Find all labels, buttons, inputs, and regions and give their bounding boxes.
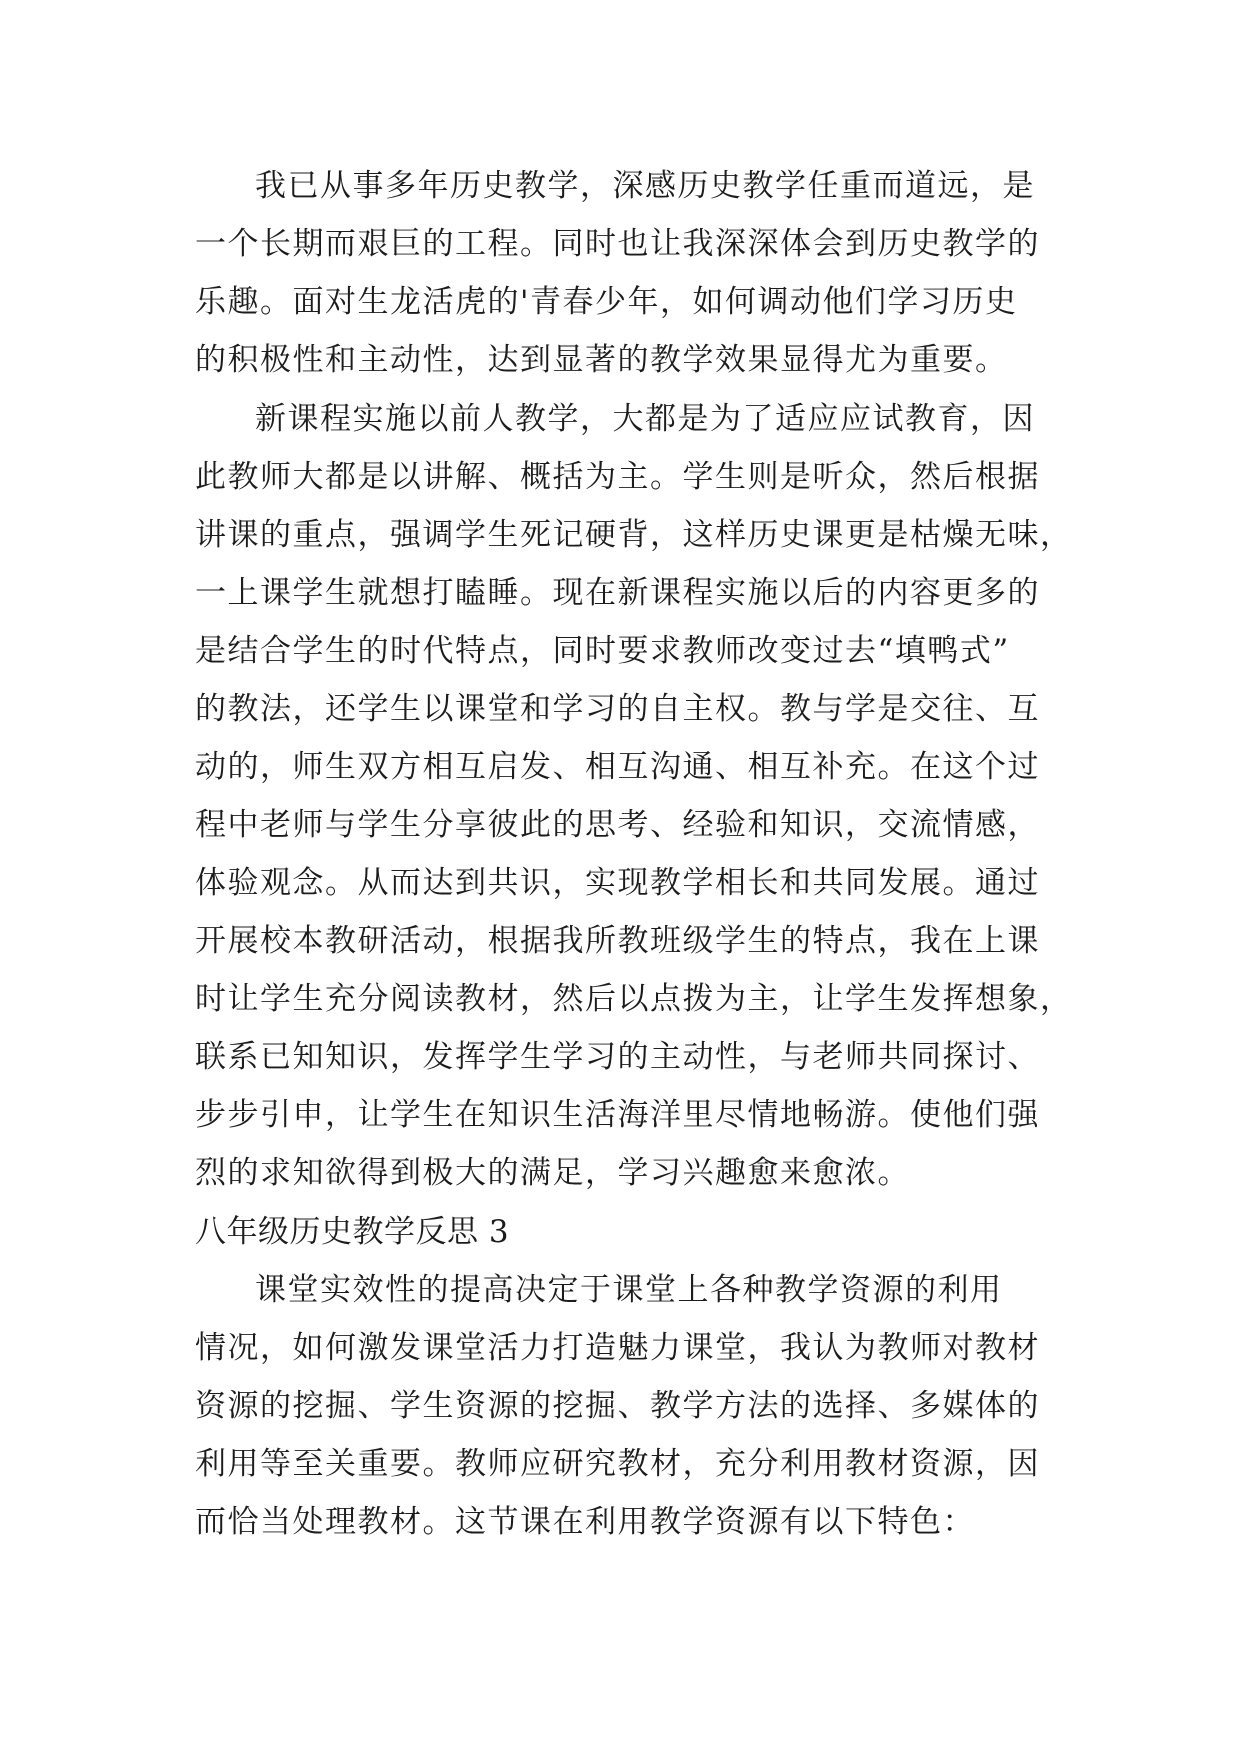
text-line: 资源的挖掘、学生资源的挖掘、教学方法的选择、多媒体的 bbox=[195, 1388, 1040, 1424]
text-line: 我已从事多年历史教学，深感历史教学任重而道远，是 bbox=[255, 168, 1035, 204]
text-line: 一上课学生就想打瞌睡。现在新课程实施以后的内容更多的 bbox=[195, 575, 1040, 611]
text-line: 时让学生充分阅读教材，然后以点拨为主，让学生发挥想象， bbox=[195, 981, 1073, 1017]
text-line: 是结合学生的时代特点，同时要求教师改变过去“填鸭式” bbox=[195, 633, 1010, 669]
text-line: 联系已知知识，发挥学生学习的主动性，与老师共同探讨、 bbox=[195, 1039, 1040, 1075]
section-heading: 八年级历史教学反思 3 bbox=[195, 1214, 510, 1250]
text-line: 动的，师生双方相互启发、相互沟通、相互补充。在这个过 bbox=[195, 749, 1040, 785]
text-line: 课堂实效性的提高决定于课堂上各种教学资源的利用 bbox=[255, 1272, 1003, 1308]
text-line: 烈的求知欲得到极大的满足，学习兴趣愈来愈浓。 bbox=[195, 1155, 910, 1191]
text-line: 步步引申，让学生在知识生活海洋里尽情地畅游。使他们强 bbox=[195, 1097, 1040, 1133]
text-line: 体验观念。从而达到共识，实现教学相长和共同发展。通过 bbox=[195, 865, 1040, 901]
text-line: 情况，如何激发课堂活力打造魅力课堂，我认为教师对教材 bbox=[195, 1330, 1040, 1366]
text-line: 的教法，还学生以课堂和学习的自主权。教与学是交往、互 bbox=[195, 691, 1040, 727]
text-line: 程中老师与学生分享彼此的思考、经验和知识，交流情感， bbox=[195, 807, 1040, 843]
text-line: 新课程实施以前人教学，大都是为了适应应试教育，因 bbox=[255, 401, 1035, 437]
text-line: 乐趣。面对生龙活虎的'青春少年，如何调动他们学习历史 bbox=[195, 284, 1018, 320]
text-line: 而恰当处理教材。这节课在利用教学资源有以下特色： bbox=[195, 1504, 975, 1540]
text-line: 讲课的重点，强调学生死记硬背，这样历史课更是枯燥无味， bbox=[195, 517, 1073, 553]
text-line: 一个长期而艰巨的工程。同时也让我深深体会到历史教学的 bbox=[195, 226, 1040, 262]
text-line: 此教师大都是以讲解、概括为主。学生则是听众，然后根据 bbox=[195, 459, 1040, 495]
text-line: 的积极性和主动性，达到显著的教学效果显得尤为重要。 bbox=[195, 342, 1008, 378]
text-line: 利用等至关重要。教师应研究教材，充分利用教材资源，因 bbox=[195, 1446, 1040, 1482]
text-line: 开展校本教研活动，根据我所教班级学生的特点，我在上课 bbox=[195, 923, 1040, 959]
